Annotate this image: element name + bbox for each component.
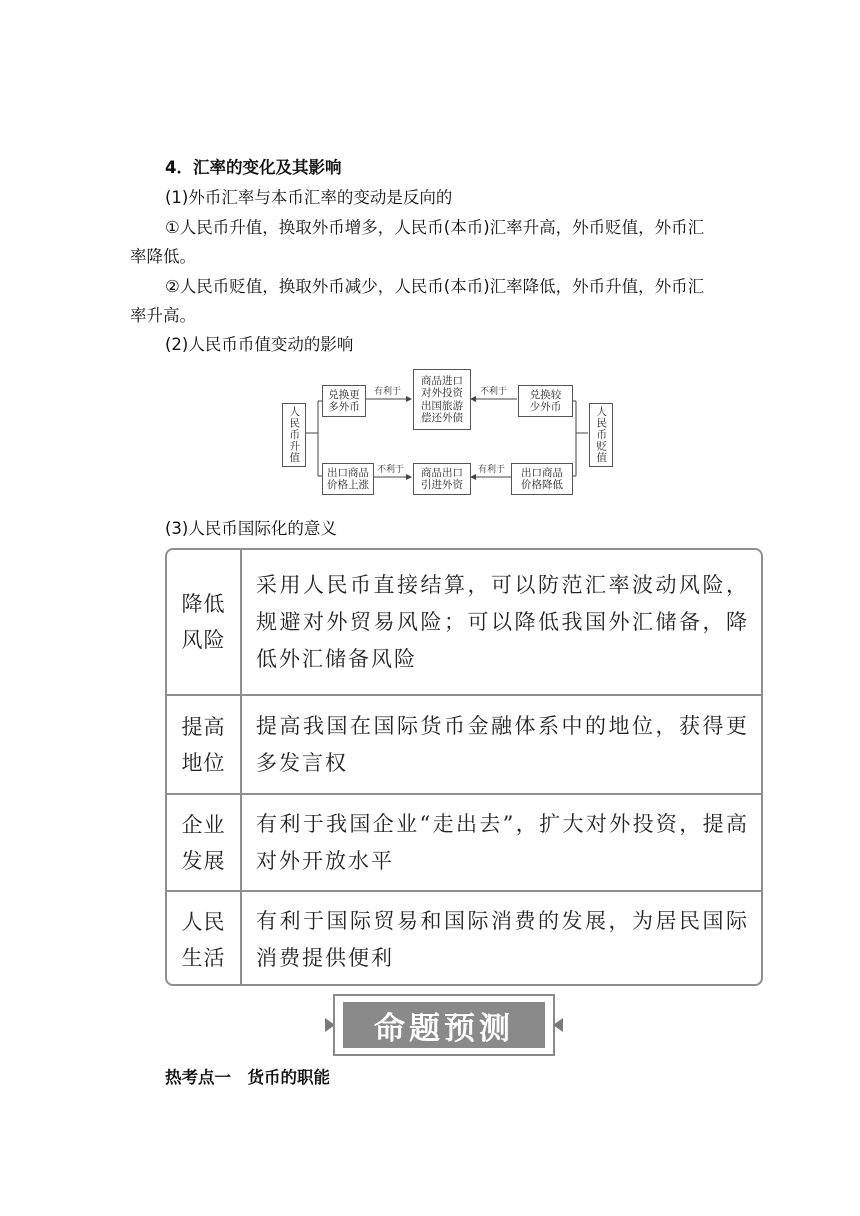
box-exchange-more bbox=[322, 385, 366, 417]
box-exchange-more-line-1: 兑换更 bbox=[328, 388, 360, 401]
box-export-price-up-line-1: 出口商品 bbox=[327, 466, 369, 479]
row-content: 提高我国在国际货币金融体系中的地位，获得更多发言权 bbox=[256, 713, 749, 775]
paragraph-1-line-1: ①人民币升值，换取外币增多，人民币(本币)汇率升高，外币贬值，外币汇 bbox=[165, 218, 705, 237]
prediction-banner bbox=[325, 994, 563, 1056]
table-row bbox=[167, 892, 761, 986]
box-rmb-depreciation: 人民币贬值 bbox=[589, 403, 613, 467]
triangle-right-icon bbox=[553, 1018, 563, 1032]
row-label: 企业发展 bbox=[167, 795, 242, 890]
table-row bbox=[167, 795, 761, 892]
box-export-price-up bbox=[322, 463, 374, 495]
box-export-price-up-line-2: 价格上涨 bbox=[327, 479, 369, 491]
box-imports-line-1: 商品进口 bbox=[421, 374, 463, 387]
section-heading: 4．汇率的变化及其影响 bbox=[165, 158, 342, 177]
box-imports-line-4: 偿还外债 bbox=[421, 412, 463, 424]
banner-title: 命题预测 bbox=[374, 1010, 514, 1047]
hot-topic-heading: 热考点一 货币的职能 bbox=[165, 1068, 330, 1087]
label-unfavorable-top: 不利于 bbox=[480, 387, 508, 397]
label-unfavorable-bottom: 不利于 bbox=[377, 465, 405, 475]
label-favorable-bottom: 有利于 bbox=[478, 465, 506, 475]
box-exchange-less-line-2: 少外币 bbox=[529, 401, 562, 413]
rmb-internationalization-table bbox=[165, 548, 763, 986]
label-favorable-top: 有利于 bbox=[374, 387, 402, 397]
banner-fill bbox=[343, 1002, 545, 1048]
currency-effect-diagram bbox=[278, 361, 616, 508]
row-label: 人民生活 bbox=[167, 892, 242, 986]
box-exchange-less-line-1: 兑换较 bbox=[529, 388, 562, 401]
row-label: 提高地位 bbox=[167, 696, 242, 793]
box-imports bbox=[413, 369, 471, 430]
box-export-price-down-line-2: 价格降低 bbox=[521, 479, 563, 491]
box-exchange-less bbox=[518, 385, 573, 417]
box-exports-line-1: 商品出口 bbox=[421, 466, 463, 479]
table-row bbox=[167, 696, 761, 795]
table-row bbox=[167, 550, 761, 696]
box-imports-line-3: 出国旅游 bbox=[421, 399, 463, 412]
box-exports bbox=[413, 463, 471, 495]
box-rmb-appreciation: 人民币升值 bbox=[282, 403, 306, 467]
paragraph-2-line-1: ②人民币贬值，换取外币减少，人民币(本币)汇率降低，外币升值，外币汇 bbox=[165, 277, 705, 296]
subheading-2: (2)人民币币值变动的影响 bbox=[165, 335, 354, 354]
box-exchange-more-line-2: 多外币 bbox=[328, 401, 360, 413]
box-export-price-down bbox=[511, 463, 573, 495]
subheading-1: (1)外币汇率与本币汇率的变动是反向的 bbox=[165, 188, 453, 207]
row-content: 有利于我国企业“走出去”，扩大对外投资，提高对外开放水平 bbox=[256, 811, 749, 873]
box-exports-line-2: 引进外资 bbox=[421, 479, 463, 491]
box-imports-line-2: 对外投资 bbox=[421, 387, 463, 399]
box-export-price-down-line-1: 出口商品 bbox=[521, 466, 563, 479]
paragraph-2-line-2: 率升高。 bbox=[130, 306, 196, 325]
row-content: 有利于国际贸易和国际消费的发展，为居民国际消费提供便利 bbox=[256, 909, 749, 970]
paragraph-1-line-2: 率降低。 bbox=[130, 247, 196, 266]
subheading-3: (3)人民币国际化的意义 bbox=[165, 519, 337, 538]
row-content: 采用人民币直接结算，可以防范汇率波动风险，规避对外贸易风险；可以降低我国外汇储备，降低外汇储备风险 bbox=[256, 572, 749, 671]
row-label: 降低风险 bbox=[167, 550, 242, 694]
